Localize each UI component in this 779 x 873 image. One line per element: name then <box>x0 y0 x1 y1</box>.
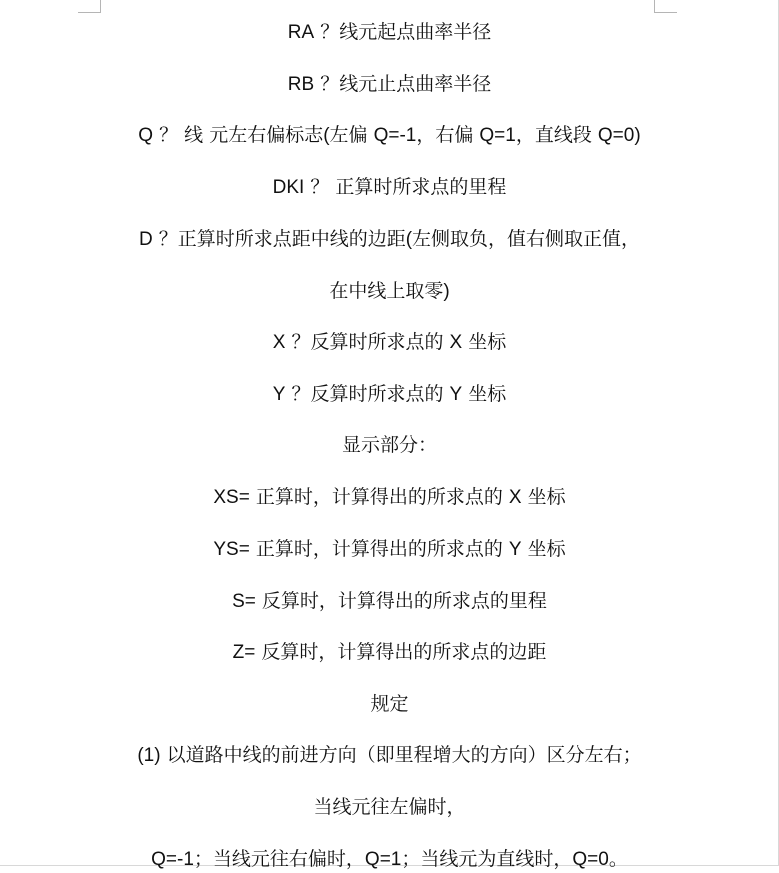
line-ra-definition: RA ？线元起点曲率半径 <box>287 21 492 43</box>
line-d-definition-continued: 在中线上取零) <box>329 280 450 302</box>
line-dki-definition: DKI ？ 正算时所求点的里程 <box>272 176 507 198</box>
rule-1-continued: 当线元往左偏时， <box>313 796 466 818</box>
rule-1-q-values: Q=-1；当线元往右偏时，Q=1；当线元为直线时，Q=0。 <box>151 848 628 870</box>
line-s-definition: S= 反算时，计算得出的所求点的里程 <box>232 590 547 612</box>
line-rb-definition: RB ？线元止点曲率半径 <box>287 73 492 95</box>
margin-corner-mark-right <box>654 0 677 13</box>
section-heading-rules: 规定 <box>370 693 409 715</box>
rule-1-text: (1) 以道路中线的前进方向（即里程增大的方向）区分左右； <box>137 744 642 766</box>
line-z-definition: Z= 反算时，计算得出的所求点的边距 <box>232 641 547 663</box>
line-ys-definition: YS= 正算时，计算得出的所求点的 Y 坐标 <box>213 538 566 560</box>
line-y-definition: Y ？反算时所求点的 Y 坐标 <box>272 383 507 405</box>
margin-corner-mark-left <box>78 0 101 13</box>
line-d-definition: D ？正算时所求点距中线的边距(左侧取负，值右侧取正值， <box>138 228 641 250</box>
line-xs-definition: XS= 正算时，计算得出的所求点的 X 坐标 <box>213 486 566 508</box>
section-heading-display: 显示部分： <box>341 434 437 456</box>
line-x-definition: X ？反算时所求点的 X 坐标 <box>272 331 507 353</box>
line-q-definition: Q ？ 线 元左右偏标志(左偏 Q=-1，右偏 Q=1，直线段 Q=0) <box>138 124 641 146</box>
